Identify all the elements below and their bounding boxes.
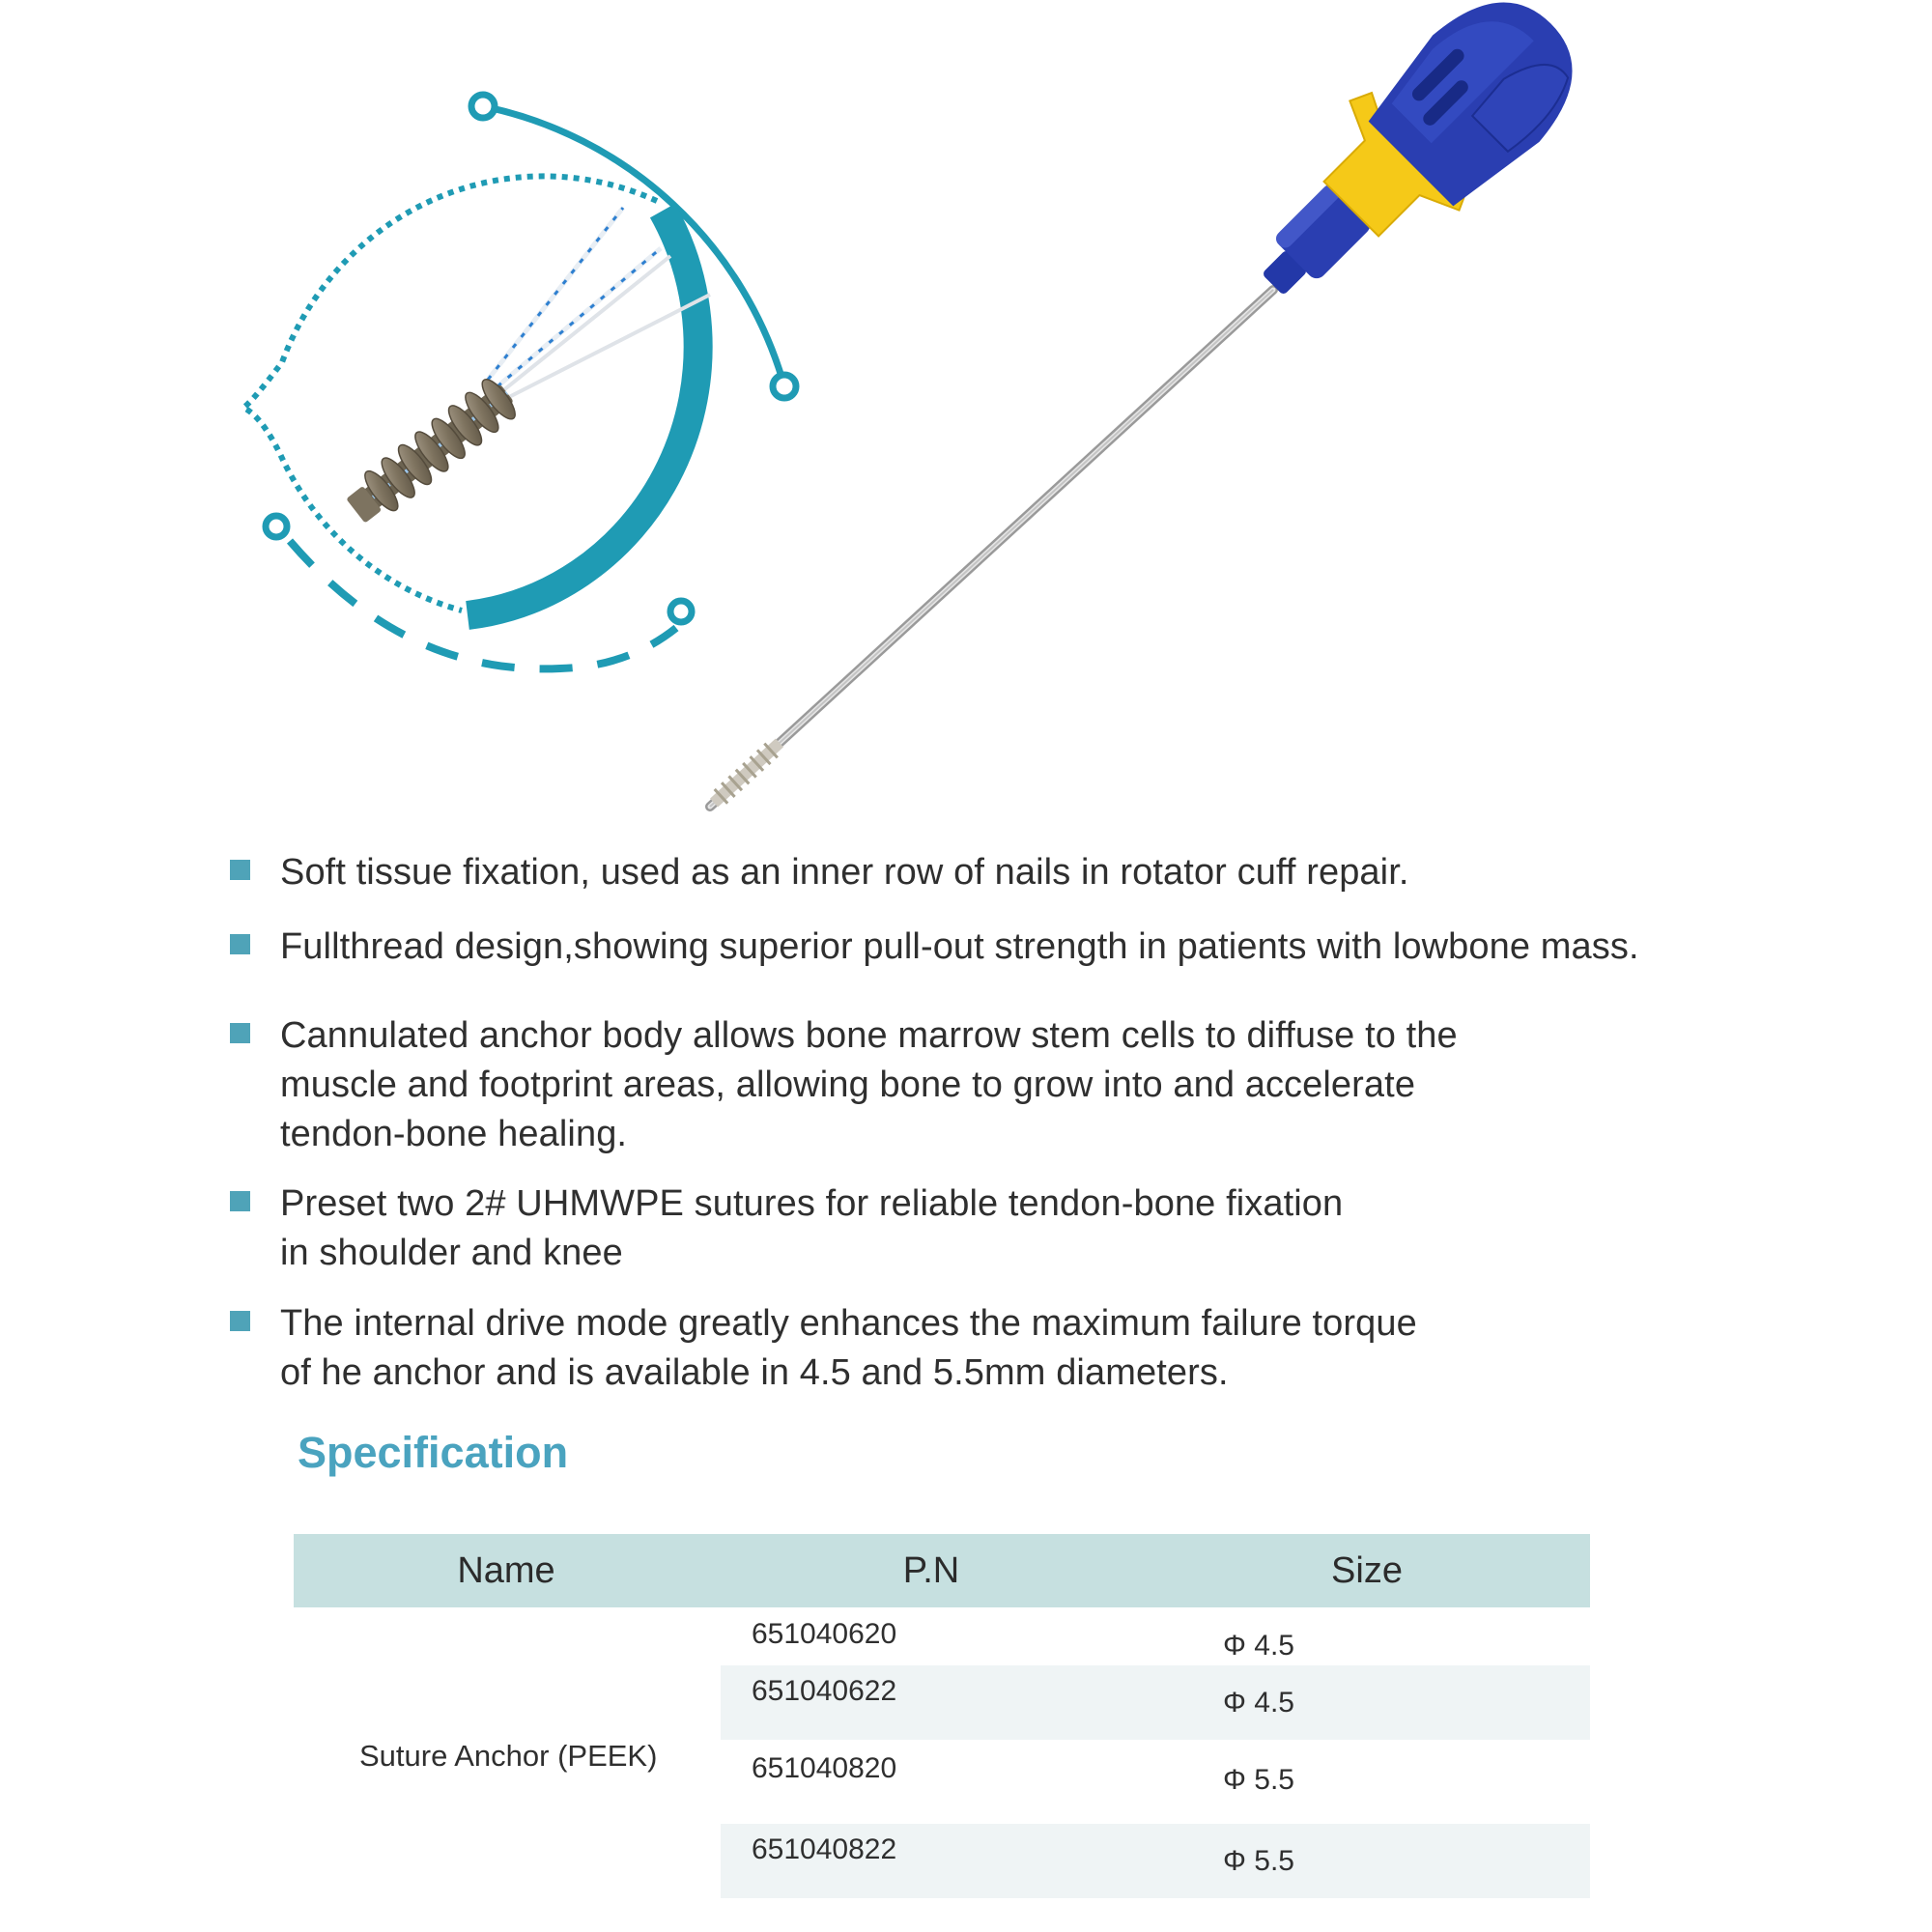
- feature-text: Soft tissue fixation, used as an inner row of nails in rotator cuff repair.: [280, 852, 1409, 893]
- square-bullet-icon: [230, 934, 250, 954]
- square-bullet-icon: [230, 860, 250, 880]
- table-row: [721, 1824, 1590, 1898]
- part-number: 651040822: [752, 1833, 897, 1865]
- size-value: Φ 5.5: [1223, 1845, 1294, 1877]
- part-number: 651040622: [752, 1675, 897, 1707]
- column-header-size: Size: [1331, 1550, 1403, 1591]
- table-row: [721, 1743, 1590, 1817]
- table-header: [294, 1534, 1590, 1607]
- table-row: [721, 1665, 1590, 1740]
- square-bullet-icon: [230, 1023, 250, 1043]
- size-value: Φ 4.5: [1223, 1687, 1294, 1719]
- column-header-pn: P.N: [902, 1550, 960, 1591]
- driver-tip-icon: [707, 736, 785, 810]
- part-number: 651040620: [752, 1618, 897, 1650]
- product-name-cell: Suture Anchor (PEEK): [359, 1739, 658, 1773]
- part-number: 651040820: [752, 1752, 897, 1784]
- driver-handle-icon: [1262, 0, 1605, 296]
- column-header-name: Name: [457, 1550, 555, 1591]
- square-bullet-icon: [230, 1191, 250, 1211]
- feature-text: The internal drive mode greatly enhances the maximum failure torque of he anchor and is available in 4.5 and 5.5mm diameters.: [280, 1303, 1417, 1393]
- specification-title: Specification: [298, 1428, 569, 1477]
- feature-text: Cannulated anchor body allows bone marrow stem cells to diffuse to the muscle and footprint areas, allowing bone to grow into and accelerate tendon-bone healing.: [280, 1015, 1458, 1154]
- feature-text: Fullthread design,showing superior pull-out strength in patients with lowbone mass.: [280, 926, 1639, 967]
- feature-text: Preset two 2# UHMWPE sutures for reliable tendon-bone fixation in shoulder and knee: [280, 1183, 1344, 1273]
- square-bullet-icon: [230, 1311, 250, 1331]
- size-value: Φ 5.5: [1223, 1764, 1294, 1796]
- driver-shaft-icon: [710, 290, 1273, 807]
- size-value: Φ 4.5: [1223, 1630, 1294, 1662]
